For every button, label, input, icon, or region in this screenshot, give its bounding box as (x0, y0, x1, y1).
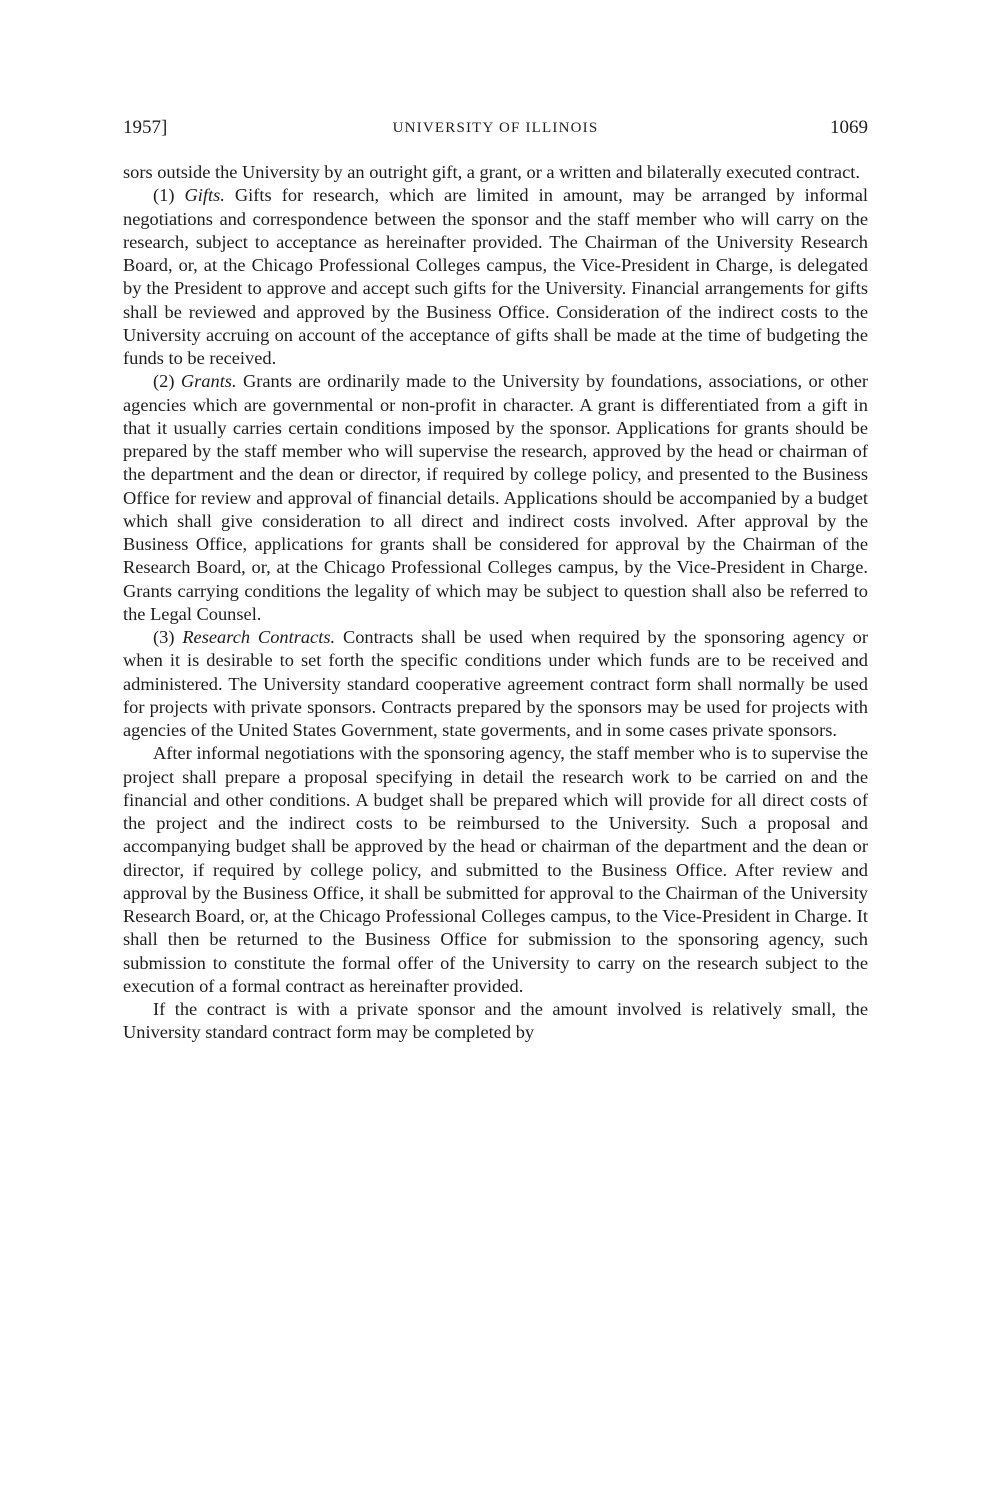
paragraph-text: Gifts for research, which are limited in amount, may be arranged by informal negotiations and correspondence between the sponsor and the staff member who will carry on the research, subject to acceptance as hereinafter provided. The Chairman of the University Research Board, or, at the Chicago Professional Colleges campus, the Vice-President in Charge, is delegated by the President to approve and accept such gifts for the University. Financial arrangements for gifts shall be reviewed and approved by the Business Office. Consideration of the indirect costs to the University accruing on account of the acceptance of gifts shall be made at the time of budgeting the funds to be received. (123, 185, 868, 368)
paragraph-research-contracts (123, 626, 868, 742)
paragraph-text: After informal negotiations with the sponsoring agency, the staff member who is to supervise the project shall prepare a proposal specifying in detail the research work to be carried on and the financial and other conditions. A budget shall be prepared which will provide for all direct costs of the project and the indirect costs to be reimbursed to the University. Such a proposal and accompanying budget shall be approved by the head or chairman of the department and the dean or director, if required by college policy, and submitted to the Business Office. After review and approval by the Business Office, it shall be submitted for approval to the Chairman of the University Research Board, or, at the Chicago Professional Colleges campus, to the Vice-President in Charge. It shall then be returned to the Business Office for submission to the sponsoring agency, such submission to constitute the formal offer of the University to carry on the research subject to the execution of a formal contract as hereinafter provided. (123, 743, 868, 996)
section-number: (3) (153, 627, 183, 647)
section-number: (1) (153, 185, 185, 206)
paragraph-proposal (123, 742, 868, 998)
paragraph-text: Contracts shall be used when required by the sponsoring agency or when it is desirable to set forth the specific conditions under which funds are to be received and administered. The University standard cooperative agreement contract form shall normally be used for projects with private sponsors. Contracts prepared by the sponsors may be used for projects with agencies of the United States Government, state goverments, and in some cases private sponsors. (123, 627, 868, 740)
section-heading-gifts: Gifts. (184, 185, 225, 206)
paragraph-continuation (123, 161, 868, 184)
paragraph-private-sponsor (123, 998, 868, 1045)
document-page (123, 112, 868, 1045)
paragraph-text: Grants are ordinarily made to the University by foundations, associations, or other agencies which are governmental or non-profit in character. A grant is differentiated from a gift in that it usually carries certain conditions imposed by the sponsor. Applications for grants should be prepared by the staff member who will supervise the research, approved by the head or chairman of the department and the dean or director, if required by college policy, and presented to the Business Office for review and approval of financial details. Applications should be accompanied by a budget which shall give consideration to all direct and indirect costs involved. After approval by the Business Office, applications for grants shall be considered for approval by the Chairman of the Research Board, or, at the Chicago Professional Colleges campus, by the Vice-President in Charge. Grants carrying conditions the legality of which may be subject to question shall also be referred to the Legal Counsel. (123, 371, 869, 624)
section-heading-grants: Grants. (180, 371, 237, 392)
running-head (123, 112, 868, 144)
body-text (123, 161, 868, 1045)
header-title: UNIVERSITY OF ILLINOIS (392, 120, 599, 136)
section-number: (2) (153, 371, 181, 392)
paragraph-text: If the contract is with a private sponsor and the amount involved is relatively small, the University standard contract form may be completed by (123, 999, 868, 1043)
paragraph-text: sors outside the University by an outright gift, a grant, or a written and bilaterally executed contract. (123, 162, 860, 182)
header-year: 1957] (123, 117, 168, 138)
section-heading-research-contracts: Research Contracts. (182, 627, 336, 647)
paragraph-grants (123, 370, 868, 626)
paragraph-gifts (123, 184, 868, 370)
page-number: 1069 (830, 117, 868, 138)
